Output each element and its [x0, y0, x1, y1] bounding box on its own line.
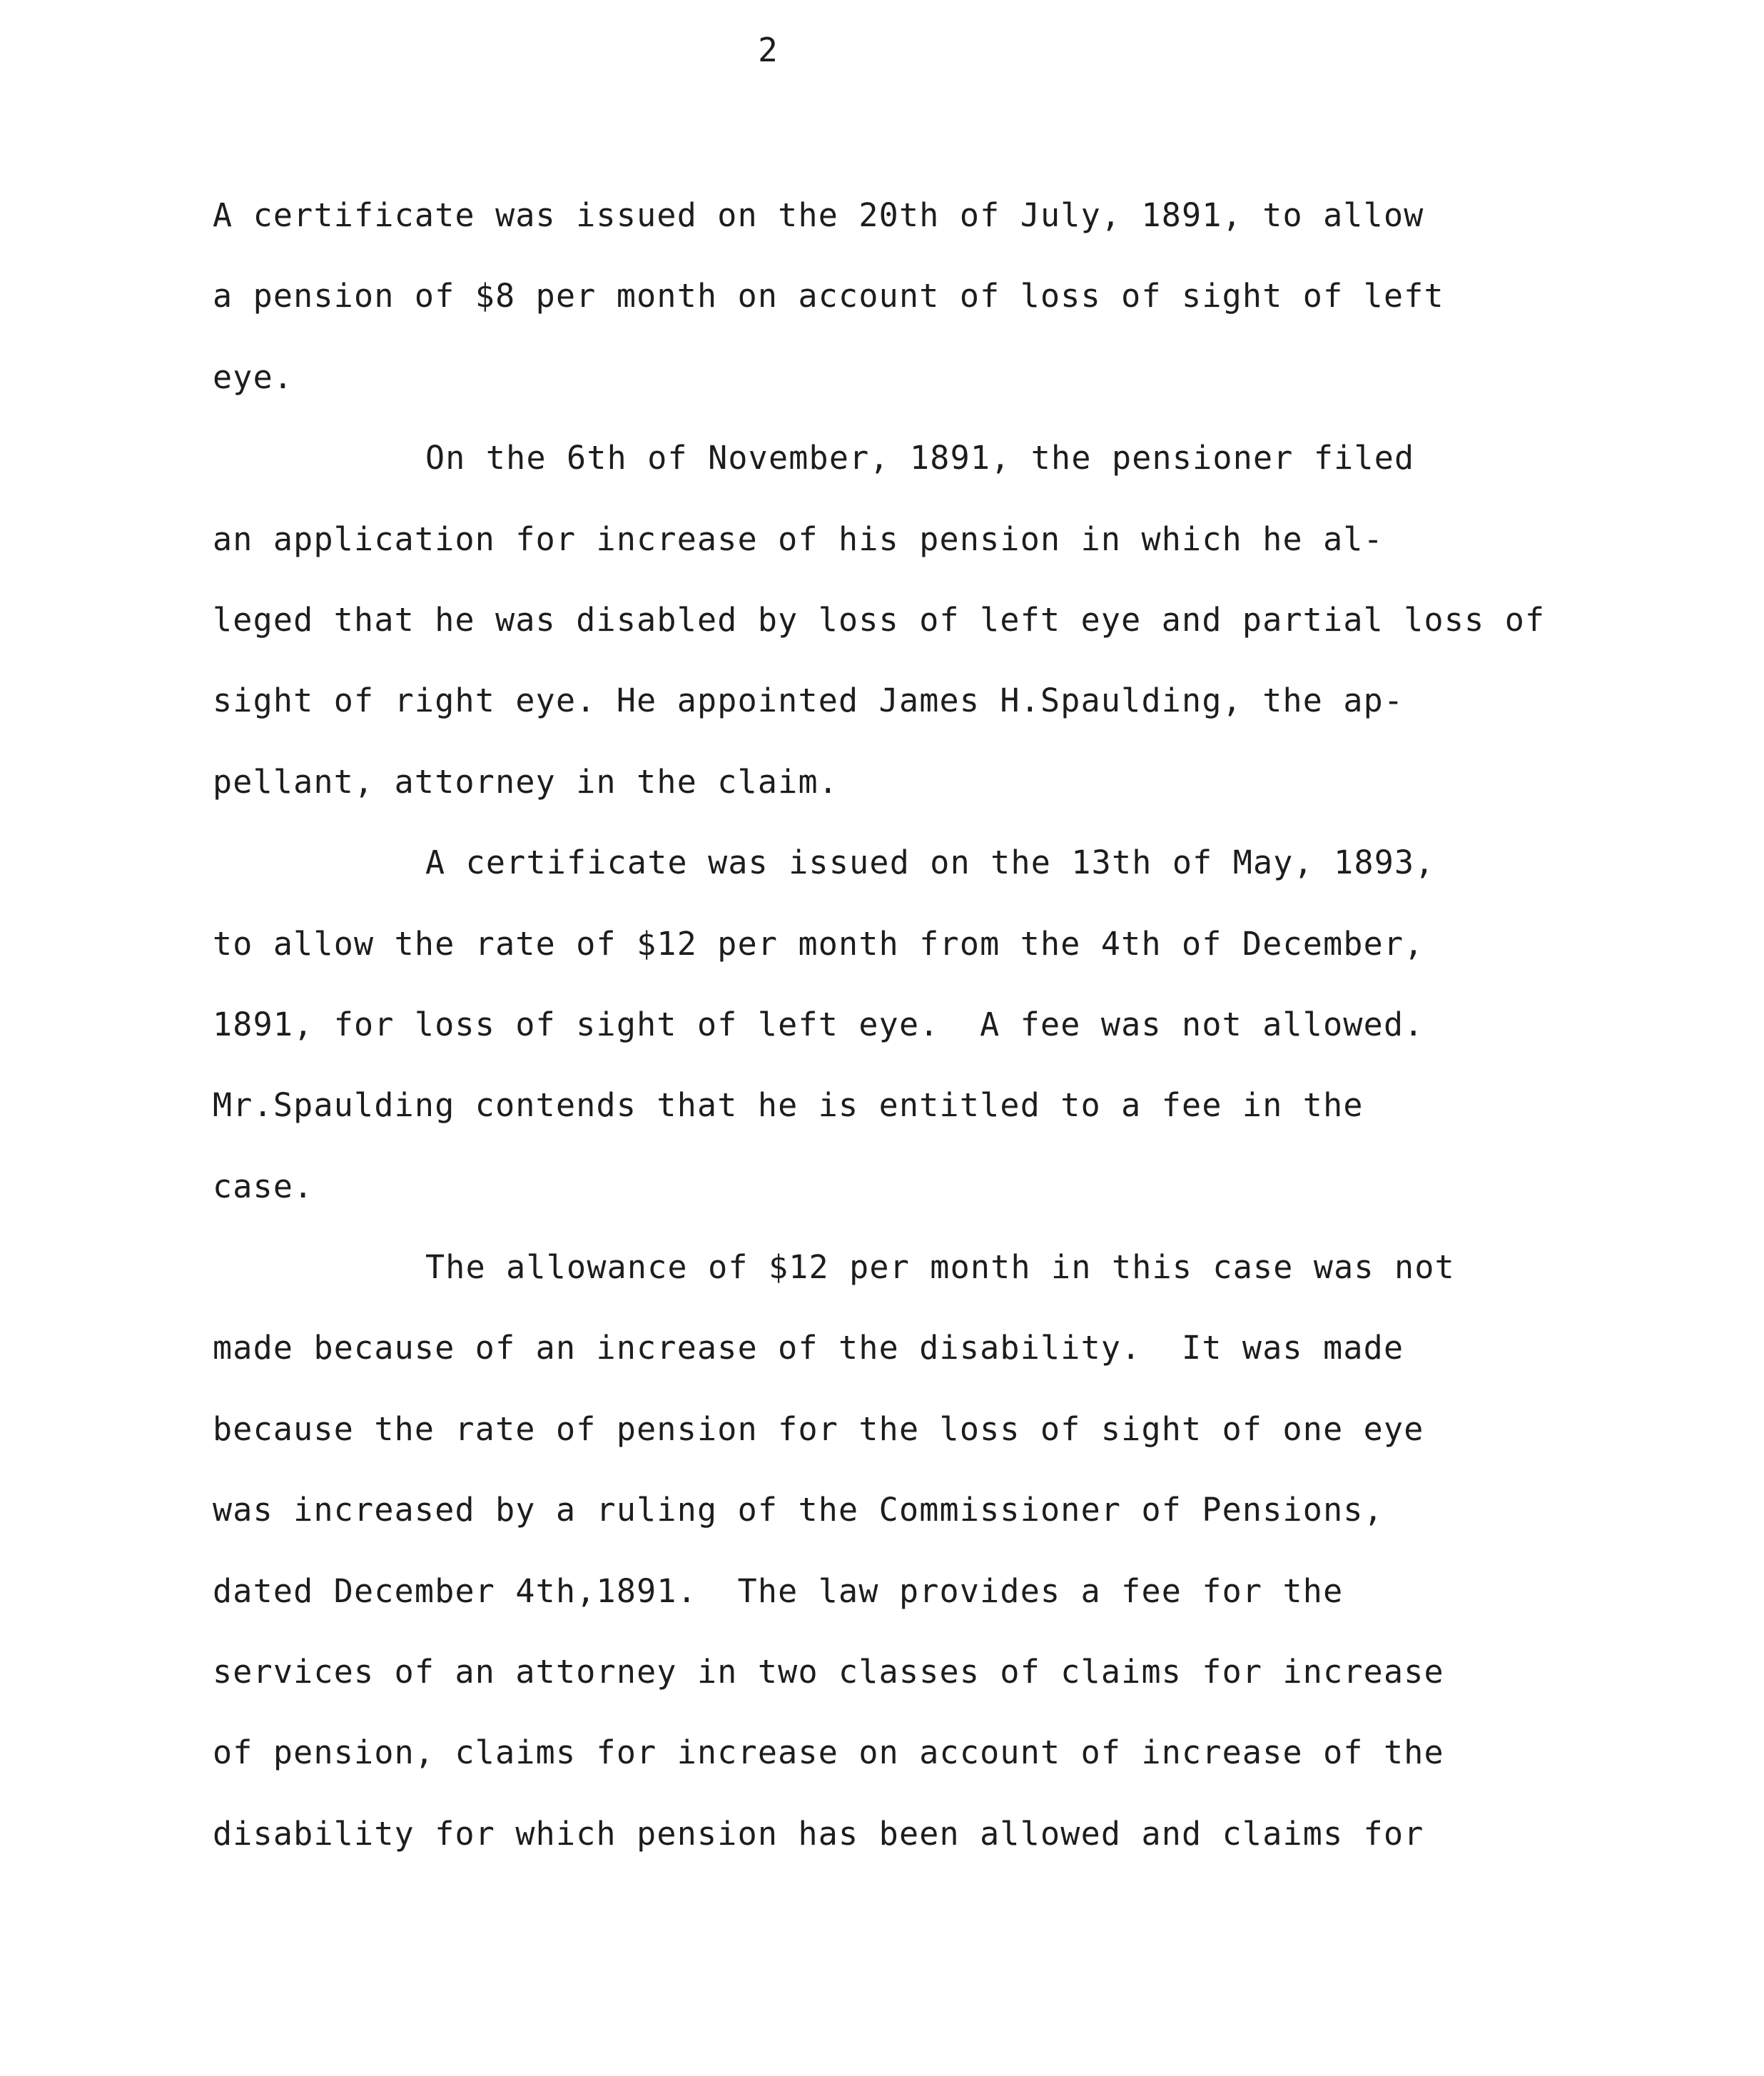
text-line: A certificate was issued on the 13th of May, 1893, — [425, 844, 1435, 882]
text-line: made because of an increase of the disability. It was made — [213, 1329, 1404, 1367]
page-number: 2 — [758, 31, 778, 69]
text-line: pellant, attorney in the claim. — [213, 762, 839, 801]
text-line: leged that he was disabled by loss of left eye and partial loss of — [213, 600, 1546, 639]
text-line: disability for which pension has been allowed and claims for — [213, 1814, 1424, 1853]
text-line: 1891, for loss of sight of left eye. A fee was not allowed. — [213, 1005, 1424, 1043]
text-line: Mr.Spaulding contends that he is entitled to a fee in the — [213, 1086, 1364, 1125]
text-line: an application for increase of his pension in which he al- — [213, 520, 1384, 558]
text-line: was increased by a ruling of the Commissioner of Pensions, — [213, 1491, 1384, 1529]
text-line: to allow the rate of $12 per month from the 4th of December, — [213, 924, 1424, 963]
body-text — [213, 187, 1725, 1886]
text-line: On the 6th of November, 1891, the pensioner filed — [425, 439, 1415, 477]
text-line: The allowance of $12 per month in this case was not — [425, 1248, 1455, 1287]
text-line: A certificate was issued on the 20th of July, 1891, to allow — [213, 196, 1424, 234]
text-line: eye. — [213, 358, 294, 396]
text-line: of pension, claims for increase on account of increase of the — [213, 1733, 1444, 1772]
text-line: a pension of $8 per month on account of loss of sight of left — [213, 277, 1444, 315]
text-line: case. — [213, 1167, 314, 1205]
text-line: services of an attorney in two classes of claims for increase — [213, 1653, 1444, 1691]
text-line: because the rate of pension for the loss of sight of one eye — [213, 1409, 1424, 1448]
text-line: dated December 4th,1891. The law provides a fee for the — [213, 1571, 1344, 1610]
text-line: sight of right eye. He appointed James H.Spaulding, the ap- — [213, 682, 1404, 720]
